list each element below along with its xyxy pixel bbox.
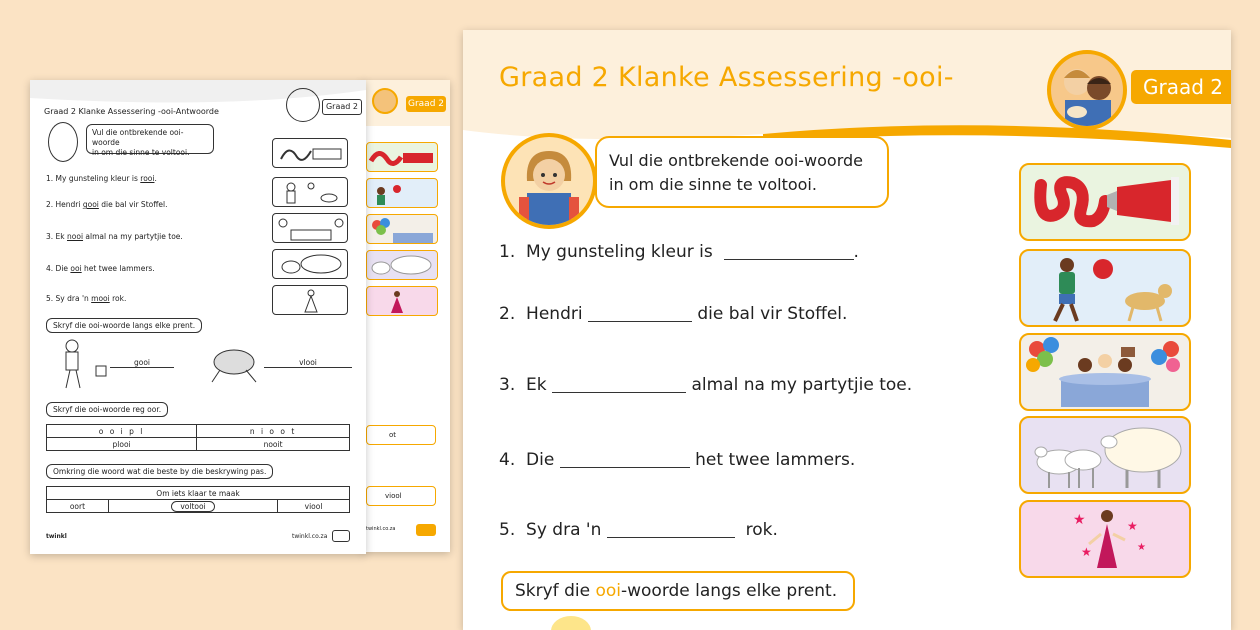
decorative-shape — [551, 616, 591, 630]
task2-answer-1: gooi — [110, 358, 174, 368]
task2-instruction: Skryf die ooi-woorde langs elke prent. — [501, 571, 855, 611]
instruction-line-1: Vul die ontbrekende ooi-woorde — [609, 151, 864, 170]
answer-word: ooi — [70, 264, 82, 273]
task4-option-2-cell — [108, 500, 277, 513]
footer-url: twinkl.co.za — [366, 526, 396, 532]
paint-tube-card — [1019, 163, 1191, 241]
sheep-picture — [366, 250, 438, 280]
task2-instruction: Skryf die ooi-woorde langs elke prent. — [46, 318, 202, 333]
sheep-icon — [367, 251, 439, 281]
girl-dress-icon — [367, 287, 439, 317]
svg-text:★: ★ — [1073, 512, 1086, 528]
instruction-bubble — [86, 124, 214, 157]
unscrambled-word-2: nooit — [197, 438, 350, 451]
answer-sentence-2: 2. Hendri gooi die bal vir Stoffel. — [46, 200, 168, 209]
sentence-5: 5. Sy dra 'n rok. — [499, 520, 778, 540]
answer-blank-3[interactable] — [552, 379, 686, 393]
scrambled-word-2: n i o o t — [197, 425, 350, 438]
girl-avatar — [501, 133, 597, 229]
instruction-line-2: in om die sinne te voltooi. — [609, 175, 817, 194]
answer-sentence-3: 3. Ek nooi almal na my partytjie toe. — [46, 232, 183, 241]
answer-viool: viool — [385, 492, 402, 500]
boy-ball-picture — [272, 177, 348, 207]
children-illustration — [286, 88, 320, 122]
paint-tube-icon — [273, 139, 349, 169]
girl-avatar — [48, 122, 78, 162]
party-icon — [1021, 335, 1189, 409]
boy-ball-icon — [367, 179, 439, 209]
task4-circled-answer: voltooi — [171, 501, 214, 512]
sentence-1: 1. My gunsteling kleur is . — [499, 242, 859, 262]
answer-blank-5[interactable] — [607, 524, 735, 538]
grade-badge: Graad 2 — [406, 96, 446, 112]
children-illustration — [372, 88, 398, 114]
answer-blank-1[interactable] — [724, 246, 854, 260]
answer-sentence-1: 1. My gunsteling kleur is rooi. — [46, 174, 157, 183]
task3-table — [46, 424, 350, 451]
answer-sheet-page — [30, 80, 366, 554]
party-icon — [273, 214, 349, 244]
svg-text:★: ★ — [1137, 542, 1146, 553]
boy-ball-picture — [366, 178, 438, 208]
answer-sentence-4: 4. Die ooi het twee lammers. — [46, 264, 155, 273]
task2-answer-2: vlooi — [264, 358, 352, 368]
party-picture — [366, 214, 438, 244]
sheep-icon — [1021, 418, 1189, 492]
grade-badge: Graad 2 — [322, 99, 362, 115]
highlighted-ooi: ooi — [595, 581, 621, 601]
girl-dress-icon — [1021, 502, 1189, 576]
task4-option-1: oort — [47, 500, 109, 513]
task4-instruction: Omkring die woord wat die beste by die beskrywing pas. — [46, 464, 273, 479]
task4-table — [46, 486, 350, 513]
dress-picture — [272, 285, 348, 315]
answer-fragment: ot — [389, 431, 397, 439]
dress-picture — [366, 286, 438, 316]
task4-description: Om iets klaar te maak — [47, 487, 350, 500]
answer-sheet-colour-page — [362, 80, 450, 552]
boy-ball-card — [1019, 249, 1191, 327]
girl-icon — [505, 137, 593, 225]
answer-viool-box — [366, 486, 436, 506]
scrambled-word-1: o o i p l — [47, 425, 197, 438]
sentence-2: 2. Hendri die bal vir Stoffel. — [499, 304, 848, 324]
grade-badge: Graad 2 — [1131, 70, 1231, 104]
paint-tube-picture — [366, 142, 438, 172]
footer-url: twinkl.co.za — [292, 533, 328, 540]
page-title: Graad 2 Klanke Assessering -ooi- — [499, 62, 954, 93]
sheep-icon — [273, 250, 349, 280]
instruction-bubble — [595, 136, 889, 208]
logo-icon — [332, 530, 350, 542]
task3-instruction: Skryf die ooi-woorde reg oor. — [46, 402, 168, 417]
instruction-line-1: Vul die ontbrekende ooi-woorde — [92, 128, 184, 147]
logo-icon — [416, 524, 436, 536]
answer-word: mooi — [91, 294, 110, 303]
paint-tube-picture — [272, 138, 348, 168]
svg-text:★: ★ — [1081, 545, 1092, 559]
paint-tube-icon — [1021, 165, 1189, 239]
paint-tube-icon — [367, 143, 439, 173]
answer-blank-4[interactable] — [560, 454, 690, 468]
answer-word: nooi — [67, 232, 84, 241]
answer-blank-2[interactable] — [588, 308, 692, 322]
instruction-line-2: in om die sinne te voltooi. — [92, 148, 190, 157]
girl-dress-icon — [273, 286, 349, 316]
party-picture — [272, 213, 348, 243]
answer-sentence-5: 5. Sy dra 'n mooi rok. — [46, 294, 127, 303]
dress-card — [1019, 500, 1191, 578]
boy-ball-icon — [1021, 251, 1189, 325]
flea-icon — [206, 340, 262, 384]
answer-word: rooi — [140, 174, 155, 183]
sheep-picture — [272, 249, 348, 279]
page-title: Graad 2 Klanke Assessering -ooi-Antwoorde — [44, 107, 219, 116]
logo: twinkl — [46, 533, 67, 540]
task4-option-3: viool — [278, 500, 350, 513]
sentence-4: 4. Die het twee lammers. — [499, 450, 856, 470]
party-card — [1019, 333, 1191, 411]
worksheet-page — [463, 30, 1231, 630]
answer-fragment-box — [366, 425, 436, 445]
children-avatar — [1047, 50, 1127, 130]
answer-word: gooi — [82, 200, 99, 209]
unscrambled-word-1: plooi — [47, 438, 197, 451]
children-icon — [1051, 54, 1123, 126]
boy-ball-icon — [273, 178, 349, 208]
sentence-3: 3. Ek almal na my partytjie toe. — [499, 375, 913, 395]
svg-text:★: ★ — [1127, 519, 1138, 533]
sheep-card — [1019, 416, 1191, 494]
balloons-icon — [367, 215, 439, 245]
